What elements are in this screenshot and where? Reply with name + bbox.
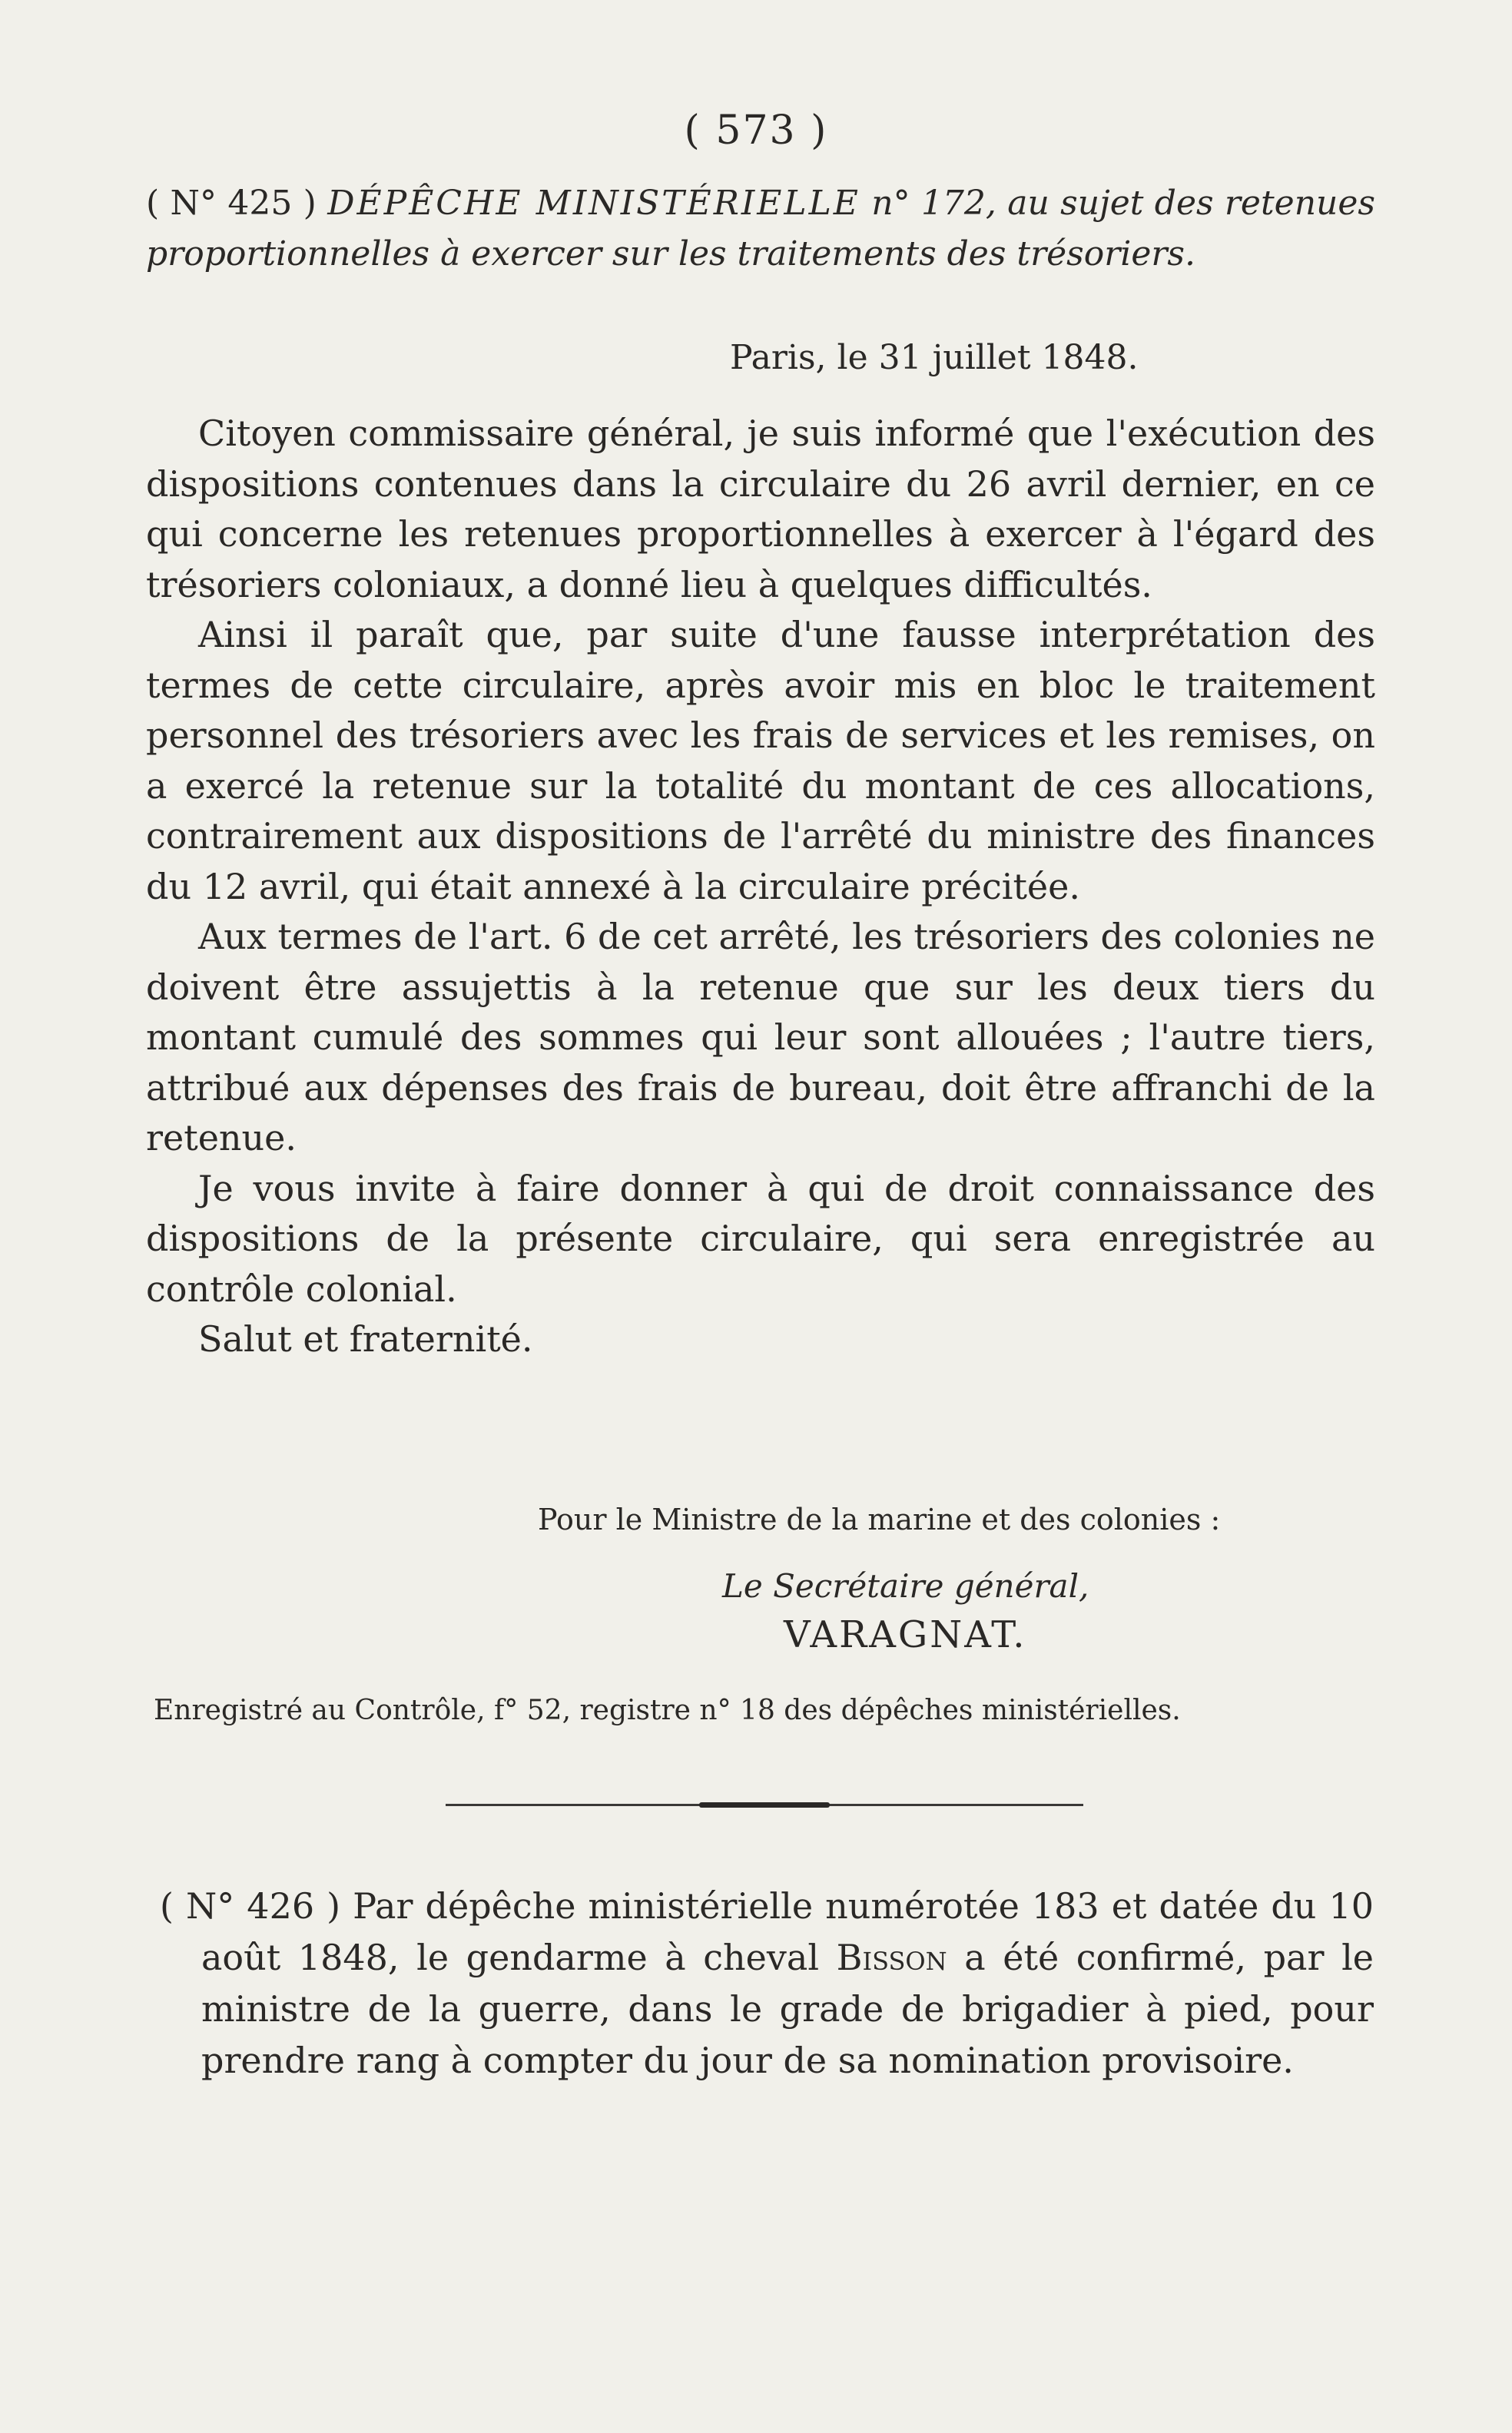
closing-salutation: Salut et fraternité. — [198, 1318, 533, 1360]
notice-425-title-rest: n° 172, au sujet des retenues proportionnelles à exercer sur les traitements des trésoriers. — [146, 184, 1375, 273]
notice-425-number: ( N° 425 ) — [146, 184, 317, 223]
notice-425-body — [146, 409, 1375, 1365]
notice-426-text-after: a été confirmé, par le ministre de la guerre, dans le grade de brigadier à pied, pour prendre rang à compter du jour de sa nomination provisoire. — [201, 1937, 1374, 2081]
paragraph: Ainsi il paraît que, par suite d'une fausse interprétation des termes de cette circulaire, après avoir mis en bloc le traitement personnel des trésoriers avec les frais de services et les remises, on a exercé la retenue sur la totalité du montant de ces allocations, contrairement aux dispositions de l'arrêté du ministre des finances du 12 avril, qui était annexé à la circulaire précitée. — [146, 614, 1375, 907]
notice-425-dateline: Paris, le 31 juillet 1848. — [730, 338, 1139, 377]
signature-role: Le Secrétaire général, — [722, 1567, 1089, 1605]
notice-426-text-before: Par dépêche ministérielle numérotée 183 et datée du 10 août 1848, le gendarme à cheval — [201, 1885, 1374, 1978]
notice-426-text — [160, 1881, 1374, 2087]
page-number: ( 573 ) — [684, 108, 828, 154]
person-name: Bisson — [836, 1937, 947, 1978]
paragraph: Citoyen commissaire général, je suis informé que l'exécution des dispositions contenues dans la circulaire du 26 avril dernier, en ce qui concerne les retenues proportionnelles à exercer à l'égard des trésoriers coloniaux, a donné lieu à quelques difficultés. — [146, 413, 1375, 605]
registration-note: Enregistré au Contrôle, f° 52, registre n° 18 des dépêches ministérielles. — [154, 1695, 1181, 1726]
paragraph: Aux termes de l'art. 6 de cet arrêté, les trésoriers des colonies ne doivent être assujettis à la retenue que sur les deux tiers du montant cumulé des sommes qui leur sont allouées ; l'autre tiers, attribué aux dépenses des frais de bureau, doit être affranchi de la retenue. — [146, 916, 1375, 1158]
notice-426 — [160, 1881, 1374, 2087]
notice-425-heading — [146, 178, 1375, 280]
paragraph: Je vous invite à faire donner à qui de droit connaissance des dispositions de la présente circulaire, qui sera enregistrée au contrôle colonial. — [146, 1167, 1375, 1310]
signature-name: VARAGNAT. — [784, 1613, 1027, 1656]
notice-426-number: ( N° 426 ) — [160, 1885, 341, 1927]
signature-intro: Pour le Ministre de la marine et des colonies : — [538, 1503, 1221, 1536]
section-divider — [446, 1804, 1083, 1806]
notice-425-title-caps: DÉPÊCHE MINISTÉRIELLE — [327, 184, 860, 223]
